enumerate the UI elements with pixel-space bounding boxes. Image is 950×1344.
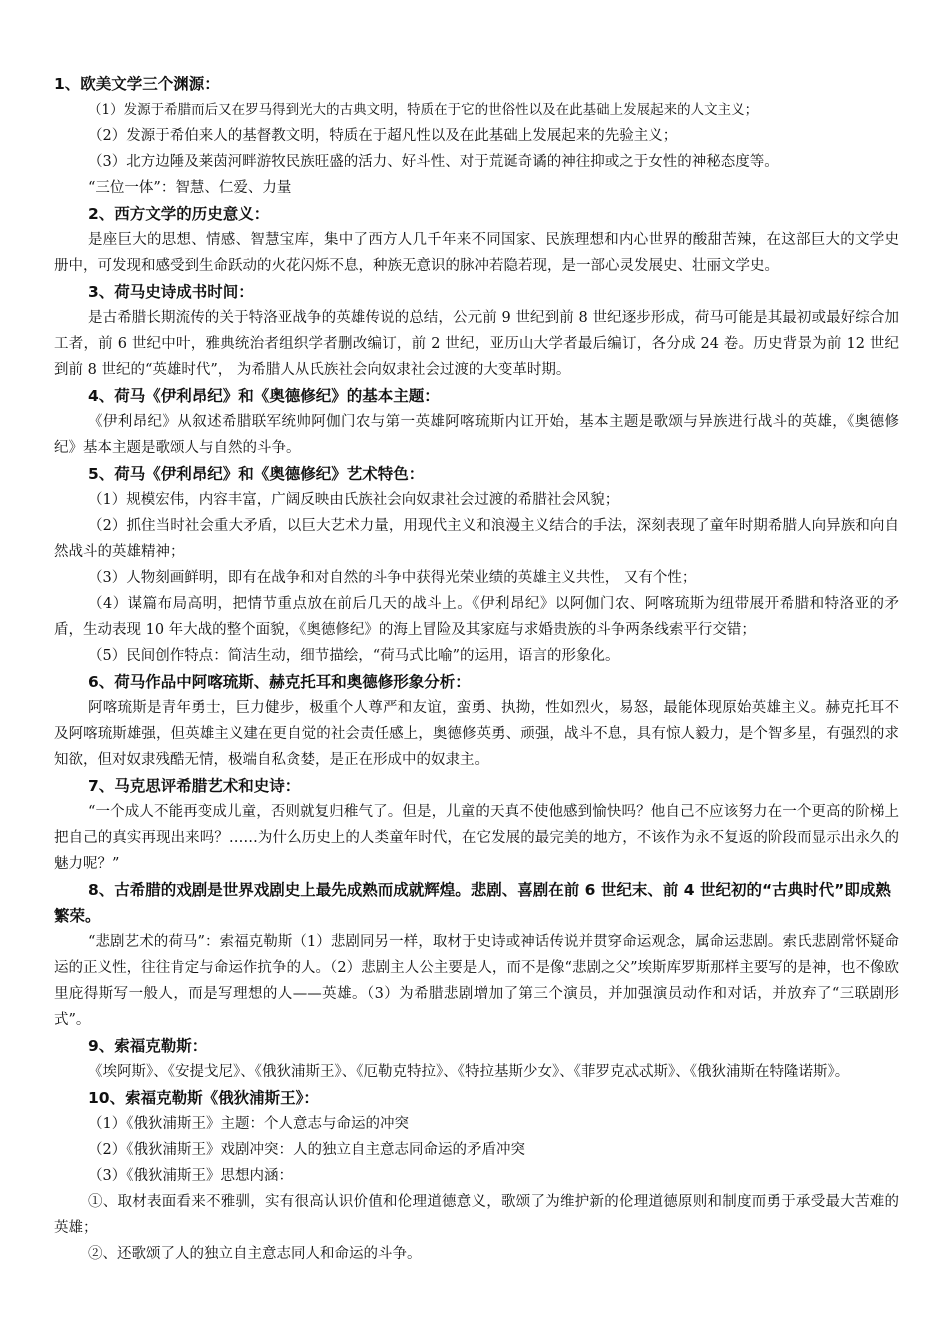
section-5-heading: 5、荷马《伊利昂纪》和《奥德修纪》艺术特色： (88, 465, 425, 483)
section-10-item-4: ①、取材表面看来不雅驯，实有很高认识价值和伦理道德意义，歌颂了为维护新的伦理道德原则和制度而勇于承受最大苦难的英雄； (54, 1194, 899, 1236)
section-1-item-1: （1）发源于希腊而后又在罗马得到光大的古典文明，特质在于它的世俗性以及在此基础上发展起来的人文主义； (88, 102, 759, 118)
section-10-heading: 10、索福克勒斯《俄狄浦斯王》： (88, 1089, 319, 1107)
section-6-heading: 6、荷马作品中阿喀琉斯、赫克托耳和奥德修形象分析： (88, 673, 471, 691)
section-7-heading: 7、马克思评希腊艺术和史诗： (88, 777, 301, 795)
section-3-heading: 3、荷马史诗成书时间： (88, 283, 254, 301)
section-10-item-2: （2）《俄狄浦斯王》戏剧冲突：人的独立自主意志同命运的矛盾冲突 (88, 1142, 525, 1158)
section-10-item-3: （3）《俄狄浦斯王》思想内涵： (88, 1168, 293, 1184)
section-3-paragraph: 是古希腊长期流传的关于特洛亚战争的英雄传说的总结，公元前 9 世纪到前 8 世纪逐步形成，荷马可能是其最初或最好综合加工者，前 6 世纪中叶，雅典统治者组织学者删改编订，前 2 世纪，亚历山大学者最后编订，各分成 24 卷。历史背景为前 12 世纪到前 8 世纪的“英雄时代”， 为希腊人从氏族社会向奴隶社会过渡的大变革时期。 (54, 310, 899, 378)
section-9-heading: 9、索福克勒斯： (88, 1037, 208, 1055)
section-4-paragraph: 《伊利昂纪》从叙述希腊联军统帅阿伽门农与第一英雄阿喀琉斯内讧开始，基本主题是歌颂与异族进行战斗的英雄，《奥德修纪》基本主题是歌颂人与自然的斗争。 (54, 414, 899, 456)
section-2-paragraph: 是座巨大的思想、情感、智慧宝库，集中了西方人几千年来不同国家、民族理想和内心世界的酸甜苦辣，在这部巨大的文学史册中，可发现和感受到生命跃动的火花闪烁不息，种族无意识的脉冲若隐若现，是一部心灵发展史、壮丽文学史。 (54, 232, 899, 274)
section-1-item-4: “三位一体”：智慧、仁爱、力量 (88, 180, 292, 196)
section-10-item-1: （1）《俄狄浦斯王》主题：个人意志与命运的冲突 (88, 1116, 409, 1132)
section-6-paragraph: 阿喀琉斯是青年勇士，巨力健步，极重个人尊严和友谊，蛮勇、执拗，性如烈火，易怒，最能体现原始英雄主义。赫克托耳不及阿喀琉斯雄强，但英雄主义建在更自觉的社会责任感上，奥德修英勇、顽强，战斗不息，具有惊人毅力，是个智多星，有强烈的求知欲，但对奴隶残酷无情，极端自私贪婪，是正在形成中的奴隶主。 (54, 700, 899, 768)
section-5-item-4: （4）谋篇布局高明，把情节重点放在前后几天的战斗上。《伊利昂纪》以阿伽门农、阿喀琉斯为纽带展开希腊和特洛亚的矛盾，生动表现 10 年大战的整个面貌，《奥德修纪》的海上冒险及其家庭与求婚贵族的斗争两条线索平行交错； (54, 596, 899, 638)
section-1-item-3: （3）北方边陲及莱茵河畔游牧民族旺盛的活力、好斗性、对于荒诞奇谲的神往抑或之于女性的神秘态度等。 (88, 154, 779, 170)
section-2-heading: 2、西方文学的历史意义： (88, 205, 270, 223)
section-5-item-5: （5）民间创作特点：简洁生动，细节描绘，“荷马式比喻”的运用，语言的形象化。 (88, 648, 620, 664)
section-4-heading: 4、荷马《伊利昂纪》和《奥德修纪》的基本主题： (88, 387, 440, 405)
section-1-heading: 1、欧美文学三个渊源： (54, 75, 220, 93)
section-9-paragraph: 《埃阿斯》、《安提戈尼》、《俄狄浦斯王》、《厄勒克特拉》、《特拉基斯少女》、《菲罗克忒忒斯》、《俄狄浦斯在特隆诺斯》。 (88, 1064, 850, 1080)
section-5-item-3: （3）人物刻画鲜明，即有在战争和对自然的斗争中获得光荣业绩的英雄主义共性， 又有个性； (88, 570, 697, 586)
section-5-item-2: （2）抓住当时社会重大矛盾，以巨大艺术力量，用现代主义和浪漫主义结合的手法，深刻表现了童年时期希腊人向异族和向自然战斗的英雄精神； (54, 518, 899, 560)
section-7-paragraph: “一个成人不能再变成儿童，否则就复归稚气了。但是，儿童的天真不使他感到愉快吗？他自己不应该努力在一个更高的阶梯上把自己的真实再现出来吗？……为什么历史上的人类童年时代，在它发展的最完美的地方，不该作为永不复返的阶段而显示出永久的魅力呢？” (54, 804, 899, 872)
section-8-heading: 8、古希腊的戏剧是世界戏剧史上最先成熟而成就辉煌。悲剧、喜剧在前 6 世纪末、前 4 世纪初的“古典时代”即成熟繁荣。 (54, 881, 891, 925)
document-body (54, 71, 899, 1267)
section-5-item-1: （1）规模宏伟，内容丰富，广阔反映由氏族社会向奴隶社会过渡的希腊社会风貌； (88, 492, 620, 508)
section-10-item-5: ②、还歌颂了人的独立自主意志同人和命运的斗争。 (88, 1246, 422, 1262)
section-1-item-2: （2）发源于希伯来人的基督教文明，特质在于超凡性以及在此基础上发展起来的先验主义； (88, 128, 678, 144)
section-8-paragraph: “悲剧艺术的荷马”：索福克勒斯（1）悲剧同另一样，取材于史诗或神话传说并贯穿命运观念，属命运悲剧。索氏悲剧常怀疑命运的正义性，往往肯定与命运作抗争的人。（2）悲剧主人公主要是人，而不是像“悲剧之父”埃斯库罗斯那样主要写的是神，也不像欧里庇得斯写一般人，而是写理想的人——英雄。（3）为希腊悲剧增加了第三个演员，并加强演员动作和对话，并放弃了“三联剧形式”。 (54, 934, 899, 1028)
